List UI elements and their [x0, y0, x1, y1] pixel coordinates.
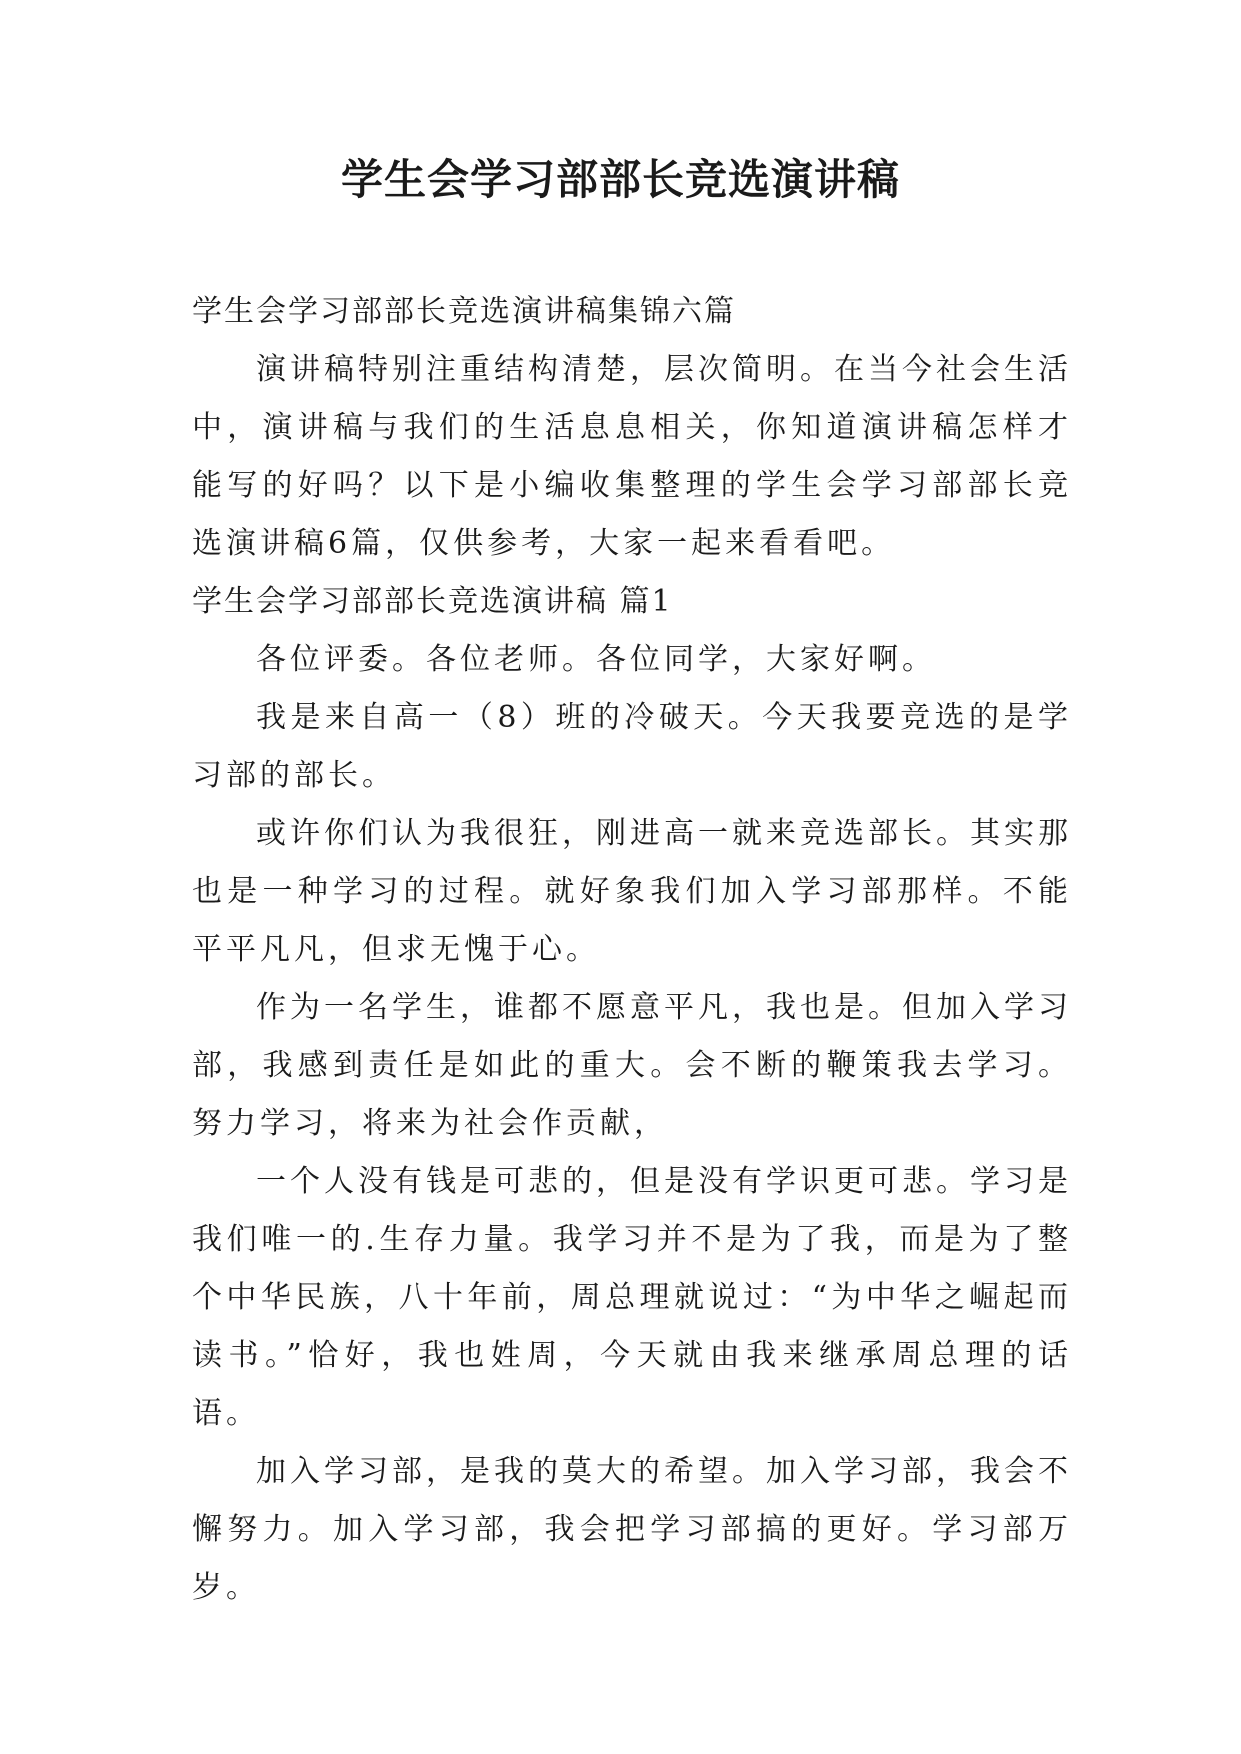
- body-paragraph: 加入学习部，是我的莫大的希望。加入学习部，我会不懈努力。加入学习部，我会把学习部搞的更好。学习部万岁。: [192, 1454, 1072, 1605]
- body-paragraph: 各位评委。各位老师。各位同学，大家好啊。: [256, 642, 936, 677]
- intro-paragraph: 演讲稿特别注重结构清楚，层次简明。在当今社会生活中，演讲稿与我们的生活息息相关，你知道演讲稿怎样才能写的好吗？以下是小编收集整理的学生会学习部部长竞选演讲稿6篇，仅供参考，大家一起来看看吧。: [192, 352, 1072, 561]
- document-title: 学生会学习部部长竞选演讲稿: [340, 155, 900, 204]
- document-subtitle: 学生会学习部部长竞选演讲稿集锦六篇: [192, 294, 736, 329]
- body-paragraph: 一个人没有钱是可悲的，但是没有学识更可悲。学习是我们唯一的.生存力量。我学习并不是为了我，而是为了整个中华民族，八十年前，周总理就说过：“为中华之崛起而读书。”恰好，我也姓周，今天就由我来继承周总理的话语。: [192, 1164, 1072, 1431]
- body-paragraph: 或许你们认为我很狂，刚进高一就来竞选部长。其实那也是一种学习的过程。就好象我们加入学习部那样。不能平平凡凡，但求无愧于心。: [192, 816, 1072, 967]
- document-body: [192, 283, 1072, 1617]
- body-paragraph: 作为一名学生，谁都不愿意平凡，我也是。但加入学习部，我感到责任是如此的重大。会不断的鞭策我去学习。努力学习，将来为社会作贡献，: [192, 990, 1072, 1141]
- section-heading: 学生会学习部部长竞选演讲稿 篇1: [192, 584, 673, 619]
- body-paragraph: 我是来自高一（8）班的冷破天。今天我要竞选的是学习部的部长。: [192, 700, 1072, 793]
